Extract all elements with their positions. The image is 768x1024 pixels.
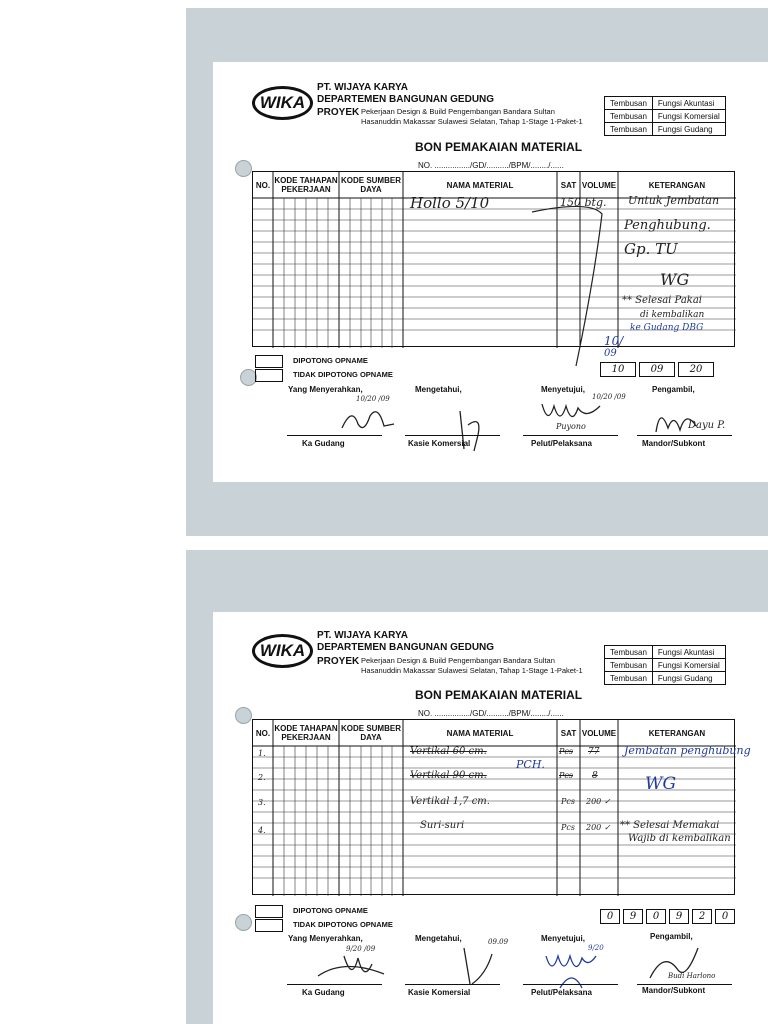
handwritten-note-line-1: Untuk Jembatan (628, 194, 720, 207)
checkbox-tidak-dipotong-opname[interactable] (255, 369, 283, 382)
form-title: BON PEMAKAIAN MATERIAL (415, 140, 583, 154)
handwritten-note-line-4: Wajib di kembalikan (628, 833, 731, 844)
date-digit: 0 (646, 909, 666, 924)
row-no: 1. (258, 749, 266, 758)
punch-hole (235, 160, 252, 177)
handwritten-note-line-2: Penghubung. (624, 218, 711, 233)
signature-note-a: 9/20 /09 (346, 945, 376, 953)
signer-diserahkan: Yang Menyerahkan, (288, 934, 363, 943)
signer-mengetahui: Mengetahui, (415, 934, 462, 943)
header-no: NO. (255, 729, 271, 738)
signature-line (523, 984, 618, 985)
header-keterangan: KETERANGAN (648, 729, 706, 738)
checkbox-dipotong-opname[interactable] (255, 905, 283, 918)
signer-menyetujui: Menyetujui, (541, 385, 586, 394)
role-pelut-pelaksana: Pelut/Pelaksana (531, 439, 592, 448)
company-name: PT. WIJAYA KARYA (317, 82, 408, 93)
date-year: 20 (678, 362, 714, 377)
signer-pengambil: Pengambil, (652, 385, 695, 394)
role-ka-gudang: Ka Gudang (302, 439, 345, 448)
role-kasie-komersial: Kasie Komersial (408, 988, 471, 997)
handwritten-note-line-5: ** Selesai Pakai (622, 295, 702, 306)
copy-value: Fungsi Akuntasi (652, 97, 725, 110)
signer-menyetujui: Menyetujui, (541, 934, 586, 943)
signature-line (523, 435, 618, 436)
signature-line (637, 435, 732, 436)
label-dipotong-opname: DIPOTONG OPNAME (293, 356, 368, 365)
signature-line (405, 435, 500, 436)
project-line-2: Hasanuddin Makassar Sulawesi Selatan, Tahap 1-Stage 1-Paket-1 (361, 117, 583, 126)
header-kode-tahapan: KODE TAHAPAN PEKERJAAN (274, 176, 338, 194)
header-sat: SAT (560, 181, 577, 190)
handwritten-note-line-3: ** Selesai Memakai (620, 820, 720, 831)
copy-label: Tembusan (605, 672, 653, 685)
date-digit: 2 (692, 909, 712, 924)
role-pelut-pelaksana: Pelut/Pelaksana (531, 988, 592, 997)
signature-line (287, 984, 382, 985)
header-sat: SAT (560, 729, 577, 738)
signer-diserahkan: Yang Menyerahkan, (288, 385, 363, 394)
header-no: NO. (255, 181, 271, 190)
handwritten-date-note-1: 10/ (604, 334, 624, 348)
checkbox-dipotong-opname[interactable] (255, 355, 283, 368)
copies-table (604, 645, 726, 685)
checkbox-tidak-dipotong-opname[interactable] (255, 919, 283, 932)
row-nama-material: Vertikal 1,7 cm. (410, 796, 490, 807)
handwritten-note-line-6: di kembalikan (640, 310, 705, 320)
date-digit: 0 (600, 909, 620, 924)
row-nama-material: Suri-suri (420, 820, 465, 831)
row-no: 2. (258, 773, 266, 782)
handwritten-date-note-2: 09 (604, 348, 617, 359)
row-nama-material: Vertikal 60 cm. (410, 746, 487, 757)
signer-pengambil: Pengambil, (650, 932, 693, 941)
row-volume: 200 ✓ (586, 823, 611, 832)
signature-line (405, 984, 500, 985)
header-kode-sumber: KODE SUMBER DAYA (340, 724, 401, 742)
signature-note-b: 10/20 /09 (592, 393, 626, 401)
handwritten-note-line-2: WG (645, 774, 677, 794)
row-sat: Pcs (559, 747, 573, 756)
copy-label: Tembusan (605, 97, 653, 110)
row-nama-material: Vertikal 90 cm. (410, 770, 487, 781)
row-no: 3. (258, 798, 266, 807)
bracket-scribble (530, 200, 610, 370)
project-line-1: Pekerjaan Design & Build Pengembangan Bandara Sultan (361, 656, 555, 665)
header-keterangan: KETERANGAN (648, 181, 706, 190)
proyek-label: PROYEK (317, 656, 360, 667)
header-volume: VOLUME (581, 181, 617, 190)
wika-logo: WIKA (252, 86, 313, 120)
header-volume: VOLUME (581, 729, 617, 738)
row-volume: 8 (592, 771, 598, 781)
date-boxes (600, 362, 717, 375)
header-kode-tahapan: KODE TAHAPAN PEKERJAAN (274, 724, 338, 742)
department-name: DEPARTEMEN BANGUNAN GEDUNG (317, 642, 495, 653)
role-kasie-komersial: Kasie Komersial (408, 439, 471, 448)
header-kode-sumber: KODE SUMBER DAYA (340, 176, 401, 194)
company-name: PT. WIJAYA KARYA (317, 630, 408, 641)
signature-note-d: Dayu P. (688, 420, 726, 431)
copy-label: Tembusan (605, 659, 653, 672)
date-digit: 9 (623, 909, 643, 924)
signer-mengetahui: Mengetahui, (415, 385, 462, 394)
project-line-1: Pekerjaan Design & Build Pengembangan Bandara Sultan (361, 107, 555, 116)
form-number-line: NO. ................/GD/........../BPM/......../...... (418, 161, 564, 170)
form-number-line: NO. ................/GD/........../BPM/......../...... (418, 709, 564, 718)
date-digit: 0 (715, 909, 735, 924)
signature-note-b: 09.09 (488, 938, 509, 946)
row-volume: 200 ✓ (586, 797, 611, 806)
handwritten-volume: 150 btg. (560, 196, 607, 209)
copy-value: Fungsi Gudang (652, 672, 725, 685)
header-nama-material: NAMA MATERIAL (446, 181, 514, 190)
date-day: 10 (600, 362, 636, 377)
signature-note-c: 9/20 (588, 944, 604, 952)
handwritten-note-line-3: Gp. TU (624, 240, 678, 258)
role-mandor-subkont: Mandor/Subkont (642, 986, 706, 995)
signature-note-c: Puyono (556, 422, 586, 431)
department-name: DEPARTEMEN BANGUNAN GEDUNG (317, 94, 495, 105)
handwritten-pch: PCH. (516, 758, 545, 771)
date-month: 09 (639, 362, 675, 377)
label-tidak-dipotong-opname: TIDAK DIPOTONG OPNAME (293, 920, 393, 929)
project-line-2: Hasanuddin Makassar Sulawesi Selatan, Tahap 1-Stage 1-Paket-1 (361, 666, 583, 675)
row-sat: Pcs (559, 771, 573, 780)
signature-note-a: 10/20 /09 (356, 395, 390, 403)
copy-label: Tembusan (605, 646, 653, 659)
signature-line (637, 984, 732, 985)
copy-value: Fungsi Komersial (652, 110, 725, 123)
punch-hole (235, 914, 252, 931)
header-nama-material: NAMA MATERIAL (446, 729, 514, 738)
signature-ka-gudang (338, 398, 398, 438)
wika-logo: WIKA (252, 634, 313, 668)
signature-note-d: Budi Harlono (668, 972, 716, 980)
handwritten-note-line-4: WG (660, 270, 690, 289)
copy-value: Fungsi Komersial (652, 659, 725, 672)
proyek-label: PROYEK (317, 107, 360, 118)
date-boxes (600, 909, 738, 922)
copy-value: Fungsi Gudang (652, 123, 725, 136)
handwritten-note-line-1: Jembatan penghubung (624, 744, 751, 757)
signature-line (287, 435, 382, 436)
row-volume: 77 (588, 747, 600, 757)
date-digit: 9 (669, 909, 689, 924)
row-sat: Pcs (561, 823, 575, 832)
copy-label: Tembusan (605, 123, 653, 136)
signature-ka-gudang (314, 948, 394, 988)
punch-hole (235, 707, 252, 724)
form-title: BON PEMAKAIAN MATERIAL (415, 688, 583, 702)
copy-value: Fungsi Akuntasi (652, 646, 725, 659)
handwritten-note-line-7: ke Gudang DBG (630, 323, 704, 333)
label-tidak-dipotong-opname: TIDAK DIPOTONG OPNAME (293, 370, 393, 379)
row-no: 4. (258, 826, 266, 835)
row-sat: Pcs (561, 797, 575, 806)
role-mandor-subkont: Mandor/Subkont (642, 439, 706, 448)
copy-label: Tembusan (605, 110, 653, 123)
label-dipotong-opname: DIPOTONG OPNAME (293, 906, 368, 915)
handwritten-material-name: Hollo 5/10 (410, 194, 490, 212)
copies-table (604, 96, 726, 136)
role-ka-gudang: Ka Gudang (302, 988, 345, 997)
